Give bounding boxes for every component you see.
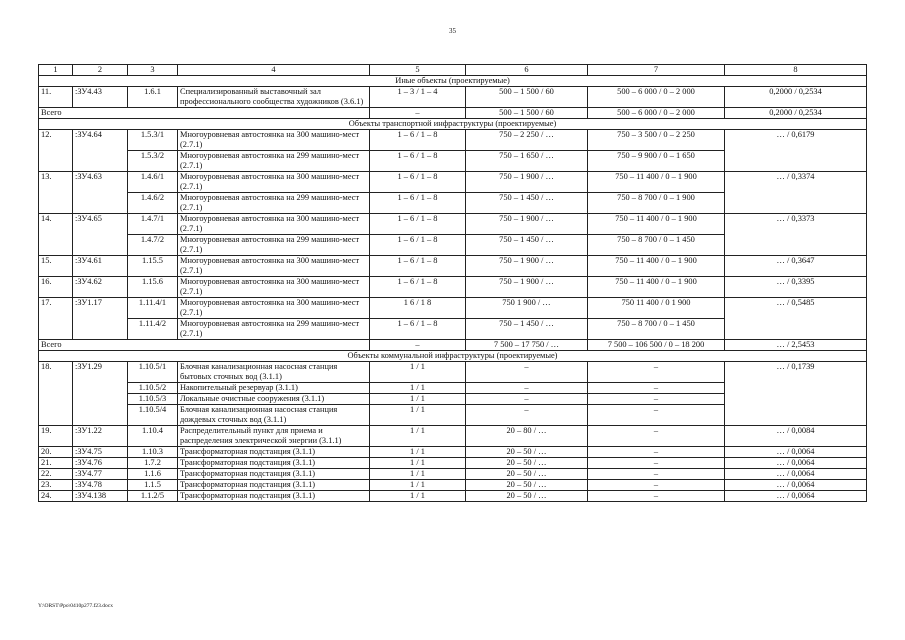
object-description: Распределительный пункт для приема и распределения электрической энергии (3.1.1)	[178, 426, 370, 447]
col-7-value: –	[588, 394, 725, 405]
table-row	[39, 447, 867, 458]
row-number: 12.	[39, 130, 73, 172]
table-row	[39, 130, 867, 151]
table-row	[39, 426, 867, 447]
col-5-value: 1 / 1	[370, 458, 466, 469]
total-col-7: 7 500 – 106 500 / 0 – 18 200	[588, 340, 725, 351]
column-number-1: 1	[39, 65, 73, 76]
col-8-value: … / 0,3647	[725, 256, 867, 277]
col-6-value: 20 – 50 / …	[466, 469, 588, 480]
object-description: Многоуровневая автостоянка на 299 машино-мест (2.7.1)	[178, 193, 370, 214]
column-number-3: 3	[128, 65, 178, 76]
col-5-value: 1 – 6 / 1 – 8	[370, 130, 466, 151]
col-8-value: … / 0,5485	[725, 298, 867, 340]
object-code: 1.11.4/2	[128, 319, 178, 340]
total-label: Всего	[39, 108, 370, 119]
total-label: Всего	[39, 340, 370, 351]
col-6-value: 20 – 50 / …	[466, 480, 588, 491]
plot-id: :ЗУ4.76	[73, 458, 128, 469]
plot-id: :ЗУ1.17	[73, 298, 128, 340]
table-row	[39, 458, 867, 469]
col-6-value: 750 – 1 900 / …	[466, 256, 588, 277]
col-6-value: –	[466, 362, 588, 383]
col-7-value: –	[588, 383, 725, 394]
table-row	[39, 480, 867, 491]
object-code: 1.10.5/4	[128, 405, 178, 426]
object-code: 1.10.5/3	[128, 394, 178, 405]
col-8-value: … / 0,0064	[725, 480, 867, 491]
col-7-value: 750 – 9 900 / 0 – 1 650	[588, 151, 725, 172]
col-5-value: 1 / 1	[370, 383, 466, 394]
object-code: 1.10.4	[128, 426, 178, 447]
object-code: 1.4.7/1	[128, 214, 178, 235]
object-description: Многоуровневая автостоянка на 300 машино-мест (2.7.1)	[178, 130, 370, 151]
object-description: Трансформаторная подстанция (3.1.1)	[178, 491, 370, 502]
col-7-value: 750 – 11 400 / 0 – 1 900	[588, 172, 725, 193]
col-6-value: 750 – 2 250 / …	[466, 130, 588, 151]
row-number: 21.	[39, 458, 73, 469]
col-8-value: … / 0,0064	[725, 447, 867, 458]
plot-id: :ЗУ4.43	[73, 87, 128, 108]
col-6-value: 750 – 1 900 / …	[466, 172, 588, 193]
col-7-value: 750 – 8 700 / 0 – 1 900	[588, 193, 725, 214]
land-plots-table	[38, 64, 867, 502]
plot-id: :ЗУ4.78	[73, 480, 128, 491]
col-7-value: –	[588, 469, 725, 480]
object-description: Блочная канализационная насосная станция бытовых сточных вод (3.1.1)	[178, 362, 370, 383]
plot-id: :ЗУ4.64	[73, 130, 128, 172]
col-5-value: 1 / 1	[370, 480, 466, 491]
total-row	[39, 108, 867, 119]
plot-id: :ЗУ4.62	[73, 277, 128, 298]
col-8-value: … / 0,3374	[725, 172, 867, 214]
row-number: 19.	[39, 426, 73, 447]
col-6-value: –	[466, 405, 588, 426]
plot-id: :ЗУ4.65	[73, 214, 128, 256]
col-5-value: 1 / 1	[370, 426, 466, 447]
row-number: 23.	[39, 480, 73, 491]
total-col-5: –	[370, 340, 466, 351]
col-6-value: 500 – 1 500 / 60	[466, 87, 588, 108]
page-number: 35	[449, 27, 456, 35]
total-col-7: 500 – 6 000 / 0 – 2 000	[588, 108, 725, 119]
col-6-value: 750 – 1 650 / …	[466, 151, 588, 172]
table-row	[39, 256, 867, 277]
object-description: Многоуровневая автостоянка на 300 машино-мест (2.7.1)	[178, 172, 370, 193]
col-5-value: 1 6 / 1 8	[370, 298, 466, 319]
table-row	[39, 172, 867, 193]
col-6-value: 750 – 1 450 / …	[466, 235, 588, 256]
col-5-value: 1 / 1	[370, 447, 466, 458]
table-row	[39, 491, 867, 502]
col-5-value: 1 – 6 / 1 – 8	[370, 235, 466, 256]
col-7-value: –	[588, 491, 725, 502]
col-6-value: 20 – 50 / …	[466, 458, 588, 469]
col-8-value: … / 0,3373	[725, 214, 867, 256]
column-number-2: 2	[73, 65, 128, 76]
col-8-value: … / 0,0064	[725, 458, 867, 469]
total-col-8: … / 2,5453	[725, 340, 867, 351]
col-5-value: 1 – 6 / 1 – 8	[370, 214, 466, 235]
table-row	[39, 87, 867, 108]
object-code: 1.10.3	[128, 447, 178, 458]
object-description: Специализированный выставочный зал профессионального сообщества художников (3.6.1)	[178, 87, 370, 108]
object-description: Многоуровневая автостоянка на 299 машино-мест (2.7.1)	[178, 235, 370, 256]
object-code: 1.1.6	[128, 469, 178, 480]
row-number: 22.	[39, 469, 73, 480]
col-6-value: 750 – 1 900 / …	[466, 214, 588, 235]
col-7-value: –	[588, 458, 725, 469]
object-code: 1.15.6	[128, 277, 178, 298]
column-number-7: 7	[588, 65, 725, 76]
col-5-value: 1 / 1	[370, 469, 466, 480]
col-6-value: 750 – 1 450 / …	[466, 193, 588, 214]
col-5-value: 1 / 1	[370, 405, 466, 426]
object-code: 1.7.2	[128, 458, 178, 469]
object-description: Многоуровневая автостоянка на 299 машино-мест (2.7.1)	[178, 319, 370, 340]
table-row	[39, 277, 867, 298]
plot-id: :ЗУ4.63	[73, 172, 128, 214]
object-description: Многоуровневая автостоянка на 300 машино-мест (2.7.1)	[178, 298, 370, 319]
row-number: 16.	[39, 277, 73, 298]
plot-id: :ЗУ1.22	[73, 426, 128, 447]
object-description: Многоуровневая автостоянка на 300 машино-мест (2.7.1)	[178, 214, 370, 235]
col-6-value: 20 – 50 / …	[466, 447, 588, 458]
col-6-value: 750 1 900 / …	[466, 298, 588, 319]
table-row	[39, 362, 867, 383]
object-description: Многоуровневая автостоянка на 300 машино-мест (2.7.1)	[178, 256, 370, 277]
col-7-value: 750 – 8 700 / 0 – 1 450	[588, 319, 725, 340]
object-description: Локальные очистные сооружения (3.1.1)	[178, 394, 370, 405]
col-7-value: 750 – 11 400 / 0 – 1 900	[588, 256, 725, 277]
section-title: Иные объекты (проектируемые)	[39, 76, 867, 87]
plot-id: :ЗУ4.61	[73, 256, 128, 277]
col-7-value: 750 – 11 400 / 0 – 1 900	[588, 214, 725, 235]
col-7-value: 750 – 11 400 / 0 – 1 900	[588, 277, 725, 298]
col-5-value: 1 / 1	[370, 394, 466, 405]
object-code: 1.11.4/1	[128, 298, 178, 319]
object-code: 1.4.7/2	[128, 235, 178, 256]
plot-id: :ЗУ4.77	[73, 469, 128, 480]
object-code: 1.10.5/1	[128, 362, 178, 383]
col-5-value: 1 – 6 / 1 – 8	[370, 172, 466, 193]
object-code: 1.6.1	[128, 87, 178, 108]
object-description: Трансформаторная подстанция (3.1.1)	[178, 469, 370, 480]
col-7-value: 750 – 8 700 / 0 – 1 450	[588, 235, 725, 256]
col-5-value: 1 – 6 / 1 – 8	[370, 277, 466, 298]
col-8-value: … / 0,0064	[725, 469, 867, 480]
object-description: Многоуровневая автостоянка на 300 машино-мест (2.7.1)	[178, 277, 370, 298]
total-col-8: 0,2000 / 0,2534	[725, 108, 867, 119]
object-description: Блочная канализационная насосная станция дождевых сточных вод (3.1.1)	[178, 405, 370, 426]
object-code: 1.4.6/2	[128, 193, 178, 214]
col-8-value: … / 0,6179	[725, 130, 867, 172]
col-7-value: 750 – 3 500 / 0 – 2 250	[588, 130, 725, 151]
row-number: 11.	[39, 87, 73, 108]
row-number: 24.	[39, 491, 73, 502]
col-6-value: 20 – 50 / …	[466, 491, 588, 502]
section-heading-row	[39, 119, 867, 130]
col-7-value: –	[588, 480, 725, 491]
section-title: Объекты транспортной инфраструктуры (проектируемые)	[39, 119, 867, 130]
table-row	[39, 469, 867, 480]
plot-id: :ЗУ4.138	[73, 491, 128, 502]
col-5-value: 1 / 1	[370, 362, 466, 383]
col-6-value: 750 – 1 900 / …	[466, 277, 588, 298]
col-8-value: … / 0,1739	[725, 362, 867, 426]
col-5-value: 1 – 3 / 1 – 4	[370, 87, 466, 108]
col-5-value: 1 – 6 / 1 – 8	[370, 193, 466, 214]
column-number-8: 8	[725, 65, 867, 76]
row-number: 20.	[39, 447, 73, 458]
col-6-value: 750 – 1 450 / …	[466, 319, 588, 340]
column-number-5: 5	[370, 65, 466, 76]
column-number-6: 6	[466, 65, 588, 76]
col-7-value: –	[588, 447, 725, 458]
object-description: Многоуровневая автостоянка на 299 машино-мест (2.7.1)	[178, 151, 370, 172]
col-8-value: 0,2000 / 0,2534	[725, 87, 867, 108]
object-code: 1.10.5/2	[128, 383, 178, 394]
total-col-6: 500 – 1 500 / 60	[466, 108, 588, 119]
file-path-footer: Y:\ORST\Ppo\0410p277.f23.docx	[38, 603, 113, 609]
col-7-value: 500 – 6 000 / 0 – 2 000	[588, 87, 725, 108]
section-heading-row	[39, 76, 867, 87]
object-code: 1.1.2/5	[128, 491, 178, 502]
object-description: Трансформаторная подстанция (3.1.1)	[178, 480, 370, 491]
col-5-value: 1 – 6 / 1 – 8	[370, 256, 466, 277]
col-6-value: –	[466, 383, 588, 394]
col-8-value: … / 0,3395	[725, 277, 867, 298]
object-code: 1.4.6/1	[128, 172, 178, 193]
section-heading-row	[39, 351, 867, 362]
col-7-value: –	[588, 426, 725, 447]
col-6-value: –	[466, 394, 588, 405]
column-number-4: 4	[178, 65, 370, 76]
total-row	[39, 340, 867, 351]
col-7-value: 750 11 400 / 0 1 900	[588, 298, 725, 319]
plot-id: :ЗУ4.75	[73, 447, 128, 458]
col-8-value: … / 0,0064	[725, 491, 867, 502]
total-col-6: 7 500 – 17 750 / …	[466, 340, 588, 351]
object-description: Трансформаторная подстанция (3.1.1)	[178, 447, 370, 458]
table-body	[39, 65, 867, 502]
section-title: Объекты коммунальной инфраструктуры (проектируемые)	[39, 351, 867, 362]
object-code: 1.1.5	[128, 480, 178, 491]
col-8-value: … / 0,0084	[725, 426, 867, 447]
col-7-value: –	[588, 362, 725, 383]
row-number: 18.	[39, 362, 73, 426]
col-7-value: –	[588, 405, 725, 426]
col-5-value: 1 – 6 / 1 – 8	[370, 319, 466, 340]
object-code: 1.15.5	[128, 256, 178, 277]
col-5-value: 1 / 1	[370, 491, 466, 502]
table-row	[39, 214, 867, 235]
row-number: 13.	[39, 172, 73, 214]
row-number: 14.	[39, 214, 73, 256]
row-number: 15.	[39, 256, 73, 277]
row-number: 17.	[39, 298, 73, 340]
table-row	[39, 298, 867, 319]
object-code: 1.5.3/1	[128, 130, 178, 151]
col-6-value: 20 – 80 / …	[466, 426, 588, 447]
column-number-row	[39, 65, 867, 76]
col-5-value: 1 – 6 / 1 – 8	[370, 151, 466, 172]
plot-id: :ЗУ1.29	[73, 362, 128, 426]
object-code: 1.5.3/2	[128, 151, 178, 172]
total-col-5: –	[370, 108, 466, 119]
object-description: Накопительный резервуар (3.1.1)	[178, 383, 370, 394]
object-description: Трансформаторная подстанция (3.1.1)	[178, 458, 370, 469]
